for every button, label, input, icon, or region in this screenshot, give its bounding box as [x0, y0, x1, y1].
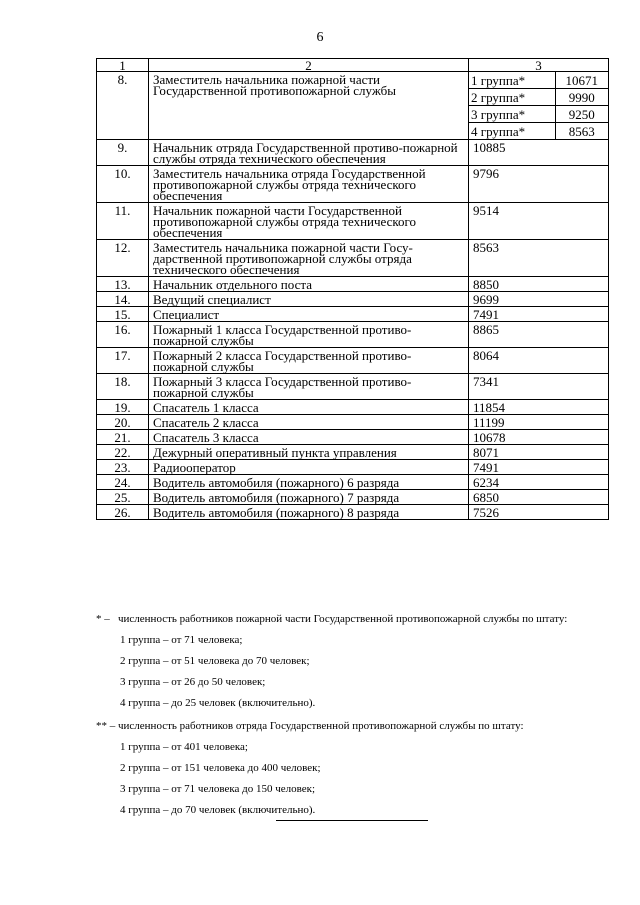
salary-value: 7526: [469, 505, 609, 520]
table-row: [97, 460, 609, 475]
table-row: [97, 400, 609, 415]
salary-value: 11199: [469, 415, 609, 430]
row-number: 10.: [97, 166, 149, 203]
table-row: [97, 292, 609, 307]
position-name: Дежурный оперативный пункта управления: [149, 445, 469, 460]
salary-value: 7341: [469, 374, 609, 400]
group-row: [469, 72, 608, 89]
row-number: 12.: [97, 240, 149, 277]
table-row: [97, 277, 609, 292]
table-row: [97, 240, 609, 277]
salary-value: 9514: [469, 203, 609, 240]
position-name: Спасатель 2 класса: [149, 415, 469, 430]
column-header-salary: 3: [469, 59, 609, 72]
group-value: 10671: [555, 72, 608, 89]
table-row: [97, 505, 609, 520]
position-name: Пожарный 3 класса Государственной противо-пожарной службы: [149, 374, 469, 400]
table-row: [97, 72, 609, 140]
group-row: [469, 89, 608, 106]
salary-value: 9796: [469, 166, 609, 203]
position-name: Радиооператор: [149, 460, 469, 475]
group-salary-cell: [469, 72, 609, 140]
footnote-item: 1 группа – от 401 человека;: [120, 741, 248, 753]
salary-value: 6850: [469, 490, 609, 505]
row-number: 20.: [97, 415, 149, 430]
row-number: 18.: [97, 374, 149, 400]
footnotes: [96, 612, 616, 818]
salary-value: 7491: [469, 460, 609, 475]
row-number: 19.: [97, 400, 149, 415]
group-label: 1 группа*: [469, 72, 555, 89]
position-name: Заместитель начальника пожарной части Государственной противопожарной службы: [149, 72, 469, 140]
row-number: 16.: [97, 322, 149, 348]
footnote-item: 2 группа – от 151 человека до 400 человек;: [120, 762, 321, 774]
page-number: 6: [316, 30, 324, 45]
column-header-number: 1: [97, 59, 149, 72]
row-number: 11.: [97, 203, 149, 240]
salary-value: 6234: [469, 475, 609, 490]
position-name: Специалист: [149, 307, 469, 322]
position-name: Начальник отдельного поста: [149, 277, 469, 292]
position-name: Спасатель 3 класса: [149, 430, 469, 445]
row-number: 8.: [97, 72, 149, 140]
table-row: [97, 490, 609, 505]
group-row: [469, 123, 608, 140]
salary-value: 8071: [469, 445, 609, 460]
closing-divider: [276, 820, 428, 821]
table-row: [97, 374, 609, 400]
salary-value: 7491: [469, 307, 609, 322]
footnote-double-star: [96, 719, 616, 734]
row-number: 24.: [97, 475, 149, 490]
footnote-text: численность работников пожарной части Государственной противопожарной службы по штату:: [118, 613, 568, 625]
position-name: Водитель автомобиля (пожарного) 7 разряда: [149, 490, 469, 505]
salary-table: [96, 58, 609, 520]
group-value: 8563: [568, 124, 595, 139]
position-name: Заместитель начальника отряда Государственной противопожарной службы отряда технического обеспечения: [149, 166, 469, 203]
position-name: Пожарный 1 класса Государственной противо-пожарной службы: [149, 322, 469, 348]
row-number: 21.: [97, 430, 149, 445]
column-header-position: 2: [149, 59, 469, 72]
footnote-item: 3 группа – от 71 человека до 150 человек;: [120, 783, 316, 795]
position-name: Начальник отряда Государственной противо-пожарной службы отряда технического обеспечения: [149, 140, 469, 166]
group-label: 3 группа*: [469, 106, 555, 123]
table-row: [97, 140, 609, 166]
footnote-marker: * –: [96, 613, 110, 625]
position-name: Водитель автомобиля (пожарного) 8 разряда: [149, 505, 469, 520]
table-row: [97, 475, 609, 490]
row-number: 9.: [97, 140, 149, 166]
salary-value: 10678: [469, 430, 609, 445]
footnote-single-star: [96, 612, 616, 627]
group-value: 9250: [555, 106, 608, 123]
group-row: [469, 106, 608, 123]
salary-value: 8064: [469, 348, 609, 374]
position-name: Начальник пожарной части Государственной противопожарной службы отряда технического обеспечения: [149, 203, 469, 240]
position-name: Ведущий специалист: [149, 292, 469, 307]
row-number: 14.: [97, 292, 149, 307]
row-number: 25.: [97, 490, 149, 505]
salary-value: 11854: [469, 400, 609, 415]
footnote-item: 4 группа – до 25 человек (включительно).: [120, 697, 316, 709]
footnote-item: 1 группа – от 71 человека;: [120, 634, 243, 646]
footnote-item: 4 группа – до 70 человек (включительно).: [120, 804, 316, 816]
table-row: [97, 322, 609, 348]
row-number: 15.: [97, 307, 149, 322]
footnote-marker: ** –: [96, 720, 116, 732]
salary-value: 10885: [469, 140, 609, 166]
row-number: 22.: [97, 445, 149, 460]
group-label: 2 группа*: [469, 89, 555, 106]
group-value: 9990: [555, 89, 608, 106]
row-number: 23.: [97, 460, 149, 475]
row-number: 26.: [97, 505, 149, 520]
table-row: [97, 445, 609, 460]
group-salary-table: [469, 72, 608, 139]
position-name: Пожарный 2 класса Государственной противо-пожарной службы: [149, 348, 469, 374]
table-row: [97, 430, 609, 445]
table-row: [97, 415, 609, 430]
row-number: 17.: [97, 348, 149, 374]
salary-value: 8850: [469, 277, 609, 292]
row-number: 13.: [97, 277, 149, 292]
salary-value: 8563: [469, 240, 609, 277]
salary-value: 8865: [469, 322, 609, 348]
table-row: [97, 203, 609, 240]
position-name: Водитель автомобиля (пожарного) 6 разряда: [149, 475, 469, 490]
table-row: [97, 348, 609, 374]
table-row: [97, 166, 609, 203]
position-name: Заместитель начальника пожарной части Госу-дарственной противопожарной службы отряда технического обеспечения: [149, 240, 469, 277]
footnote-item: 2 группа – от 51 человека до 70 человек;: [120, 655, 310, 667]
footnote-item: 3 группа – от 26 до 50 человек;: [120, 676, 266, 688]
position-name: Спасатель 1 класса: [149, 400, 469, 415]
table-row: [97, 307, 609, 322]
salary-value: 9699: [469, 292, 609, 307]
footnote-text: численность работников отряда Государственной противопожарной службы по штату:: [118, 720, 524, 732]
group-label: 4 группа*: [469, 123, 555, 140]
table-body: [97, 140, 609, 520]
table-header-row: [97, 59, 609, 72]
